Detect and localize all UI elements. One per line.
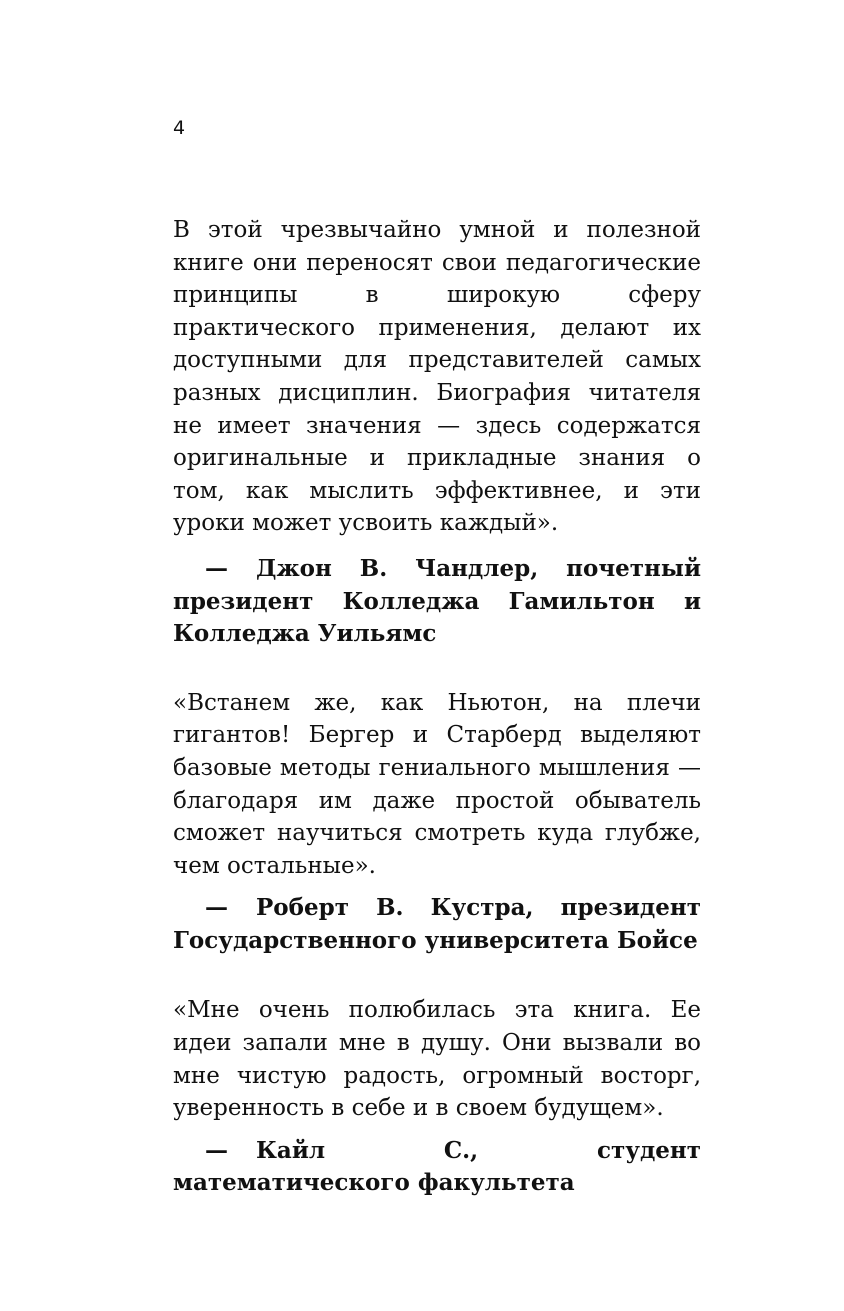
testimonial-3: [173, 994, 701, 1200]
page-content: [173, 214, 701, 1200]
quote-attribution: [173, 1135, 701, 1200]
quote-text: «Встанем же, как Ньютон, на плечи гигантов! Бергер и Старберд выделяют базовые методы гениального мышления — благодаря им даже простой обыватель сможет научиться смотреть куда глубже, чем остальные».: [173, 689, 701, 879]
testimonial-2: [173, 687, 701, 958]
attribution-text: Джон В. Чандлер, почетный президент Колледжа Гамильтон и Колледжа Уильямс: [173, 554, 701, 648]
quote-attribution: [173, 892, 701, 957]
quote-text: В этой чрезвычайно умной и полезной книге они переносят свои педагогические принципы в широкую сферу практического применения, делают их доступными для представителей самых разных дисциплин. Биография читателя не имеет значения — здесь содержатся оригинальные и прикладные знания о том, как мыслить эффективнее, и эти уроки может усвоить каждый».: [173, 217, 701, 537]
em-dash: —: [205, 894, 228, 922]
quote-text: «Мне очень полюбилась эта книга. Ее идеи запали мне в душу. Они вызвали во мне чистую радость, огромный восторг, уверенность в себе и в своем будущем».: [173, 997, 701, 1122]
em-dash: —: [205, 1136, 228, 1164]
attribution-text: Кайл С., студент математического факультета: [173, 1136, 701, 1197]
testimonial-1: [173, 214, 701, 651]
attribution-text: Роберт В. Кустра, президент Государственного университета Бойсе: [173, 894, 701, 954]
page-number: 4: [173, 117, 186, 139]
em-dash: —: [205, 554, 228, 582]
quote-attribution: [173, 553, 701, 651]
